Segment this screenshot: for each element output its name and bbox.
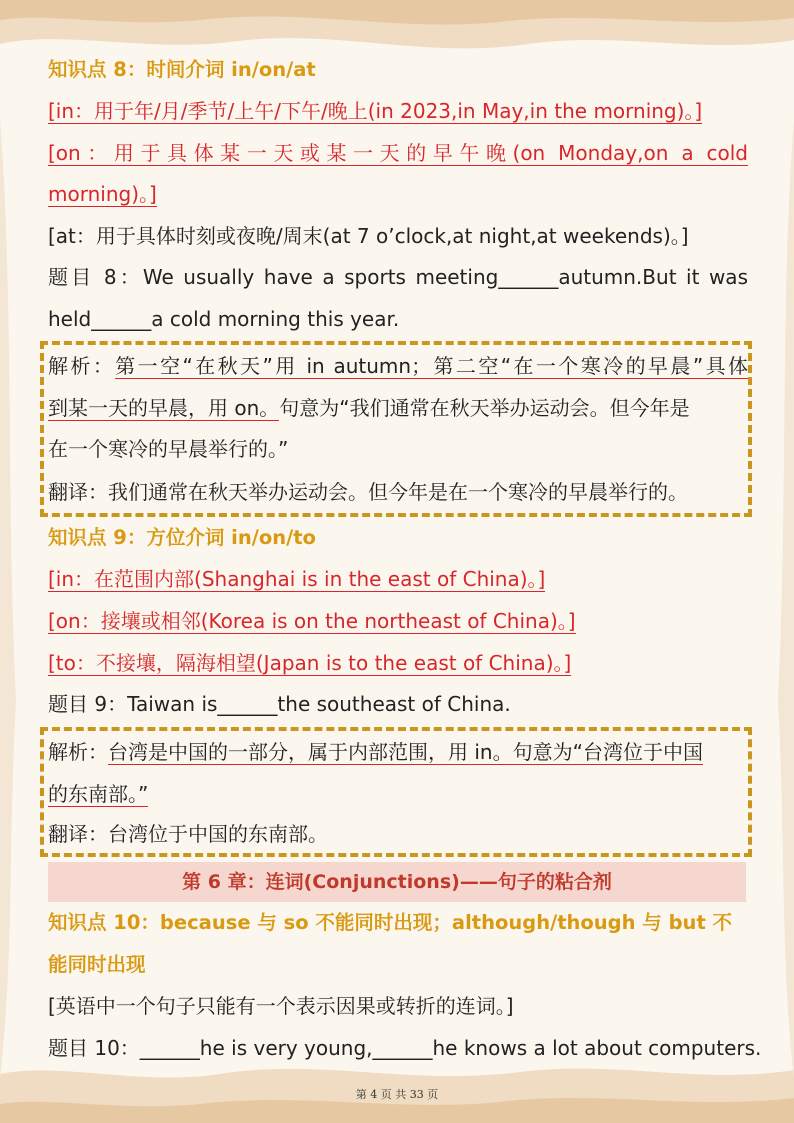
analysis-text: 到某一天的早晨，用 on。 <box>48 396 280 420</box>
kp9-rule-in: [in：在范围内部(Shanghai is in the east of China)。] <box>48 567 546 591</box>
kp8-rule-in: [in：用于年/月/季节/上午/下午/晚上(in 2023,in May,in the morning)。] <box>48 99 703 123</box>
analysis-label: 解析： <box>48 740 108 764</box>
kp8-title: 知识点 8：时间介词 in/on/at <box>48 58 316 81</box>
kp8-rule-on-line2: morning)。] <box>48 182 157 206</box>
kp10-question: 题目 10：______he is very young,______he knows a lot about computers. <box>48 1036 762 1060</box>
kp9-rule-on: [on：接壤或相邻(Korea is on the northeast of China)。] <box>48 609 576 633</box>
kp10-title-line1: 知识点 10：because 与 so 不能同时出现；although/though 与 but 不 <box>48 911 733 934</box>
kp9-rule-to: [to：不接壤，隔海相望(Japan is to the east of China)。] <box>48 651 572 675</box>
kp10-title-line2: 能同时出现 <box>48 953 146 976</box>
kp8-question-line2: held______a cold morning this year. <box>48 307 400 331</box>
analysis-label: 解析： <box>48 354 116 378</box>
kp9-title: 知识点 9：方位介词 in/on/to <box>48 526 316 549</box>
kp10-rule: [英语中一个句子只能有一个表示因果或转折的连词。] <box>48 994 514 1018</box>
analysis-text: 台湾是中国的一部分，属于内部范围，用 in。句意为“台湾位于中国 <box>108 740 703 764</box>
kp8-analysis-line1 <box>48 351 748 381</box>
kp8-rule-on-line1: [on：用于具体某一天或某一天的早午晚(on Monday,on a cold <box>48 141 748 165</box>
analysis-text: 句意为“我们通常在秋天举办运动会。但今年是 <box>279 396 690 420</box>
chapter-heading: 第 6 章：连词(Conjunctions)——句子的粘合剂 <box>48 862 746 902</box>
kp9-analysis-line1 <box>48 737 748 767</box>
kp8-rule-at: [at：用于具体时刻或夜晚/周末(at 7 o’clock,at night,at weekends)。] <box>48 224 689 248</box>
kp9-translation: 翻译：台湾位于中国的东南部。 <box>48 822 328 846</box>
kp8-analysis-line3: 在一个寒冷的早晨举行的。” <box>48 437 289 461</box>
kp9-question: 题目 9：Taiwan is______the southeast of China. <box>48 692 511 716</box>
kp8-question-line1: 题目 8：We usually have a sports meeting______autumn.But it was <box>48 265 748 289</box>
kp8-analysis-line2 <box>48 393 748 423</box>
analysis-text: 的东南部。” <box>48 782 149 806</box>
page-number: 第 4 页 共 33 页 <box>355 1088 439 1101</box>
analysis-text: 第一空“在秋天”用 in autumn；第二空“在一个寒冷的早晨”具体 <box>115 354 749 378</box>
kp8-translation: 翻译：我们通常在秋天举办运动会。但今年是在一个寒冷的早晨举行的。 <box>48 480 688 504</box>
kp9-analysis-line2 <box>48 779 748 809</box>
